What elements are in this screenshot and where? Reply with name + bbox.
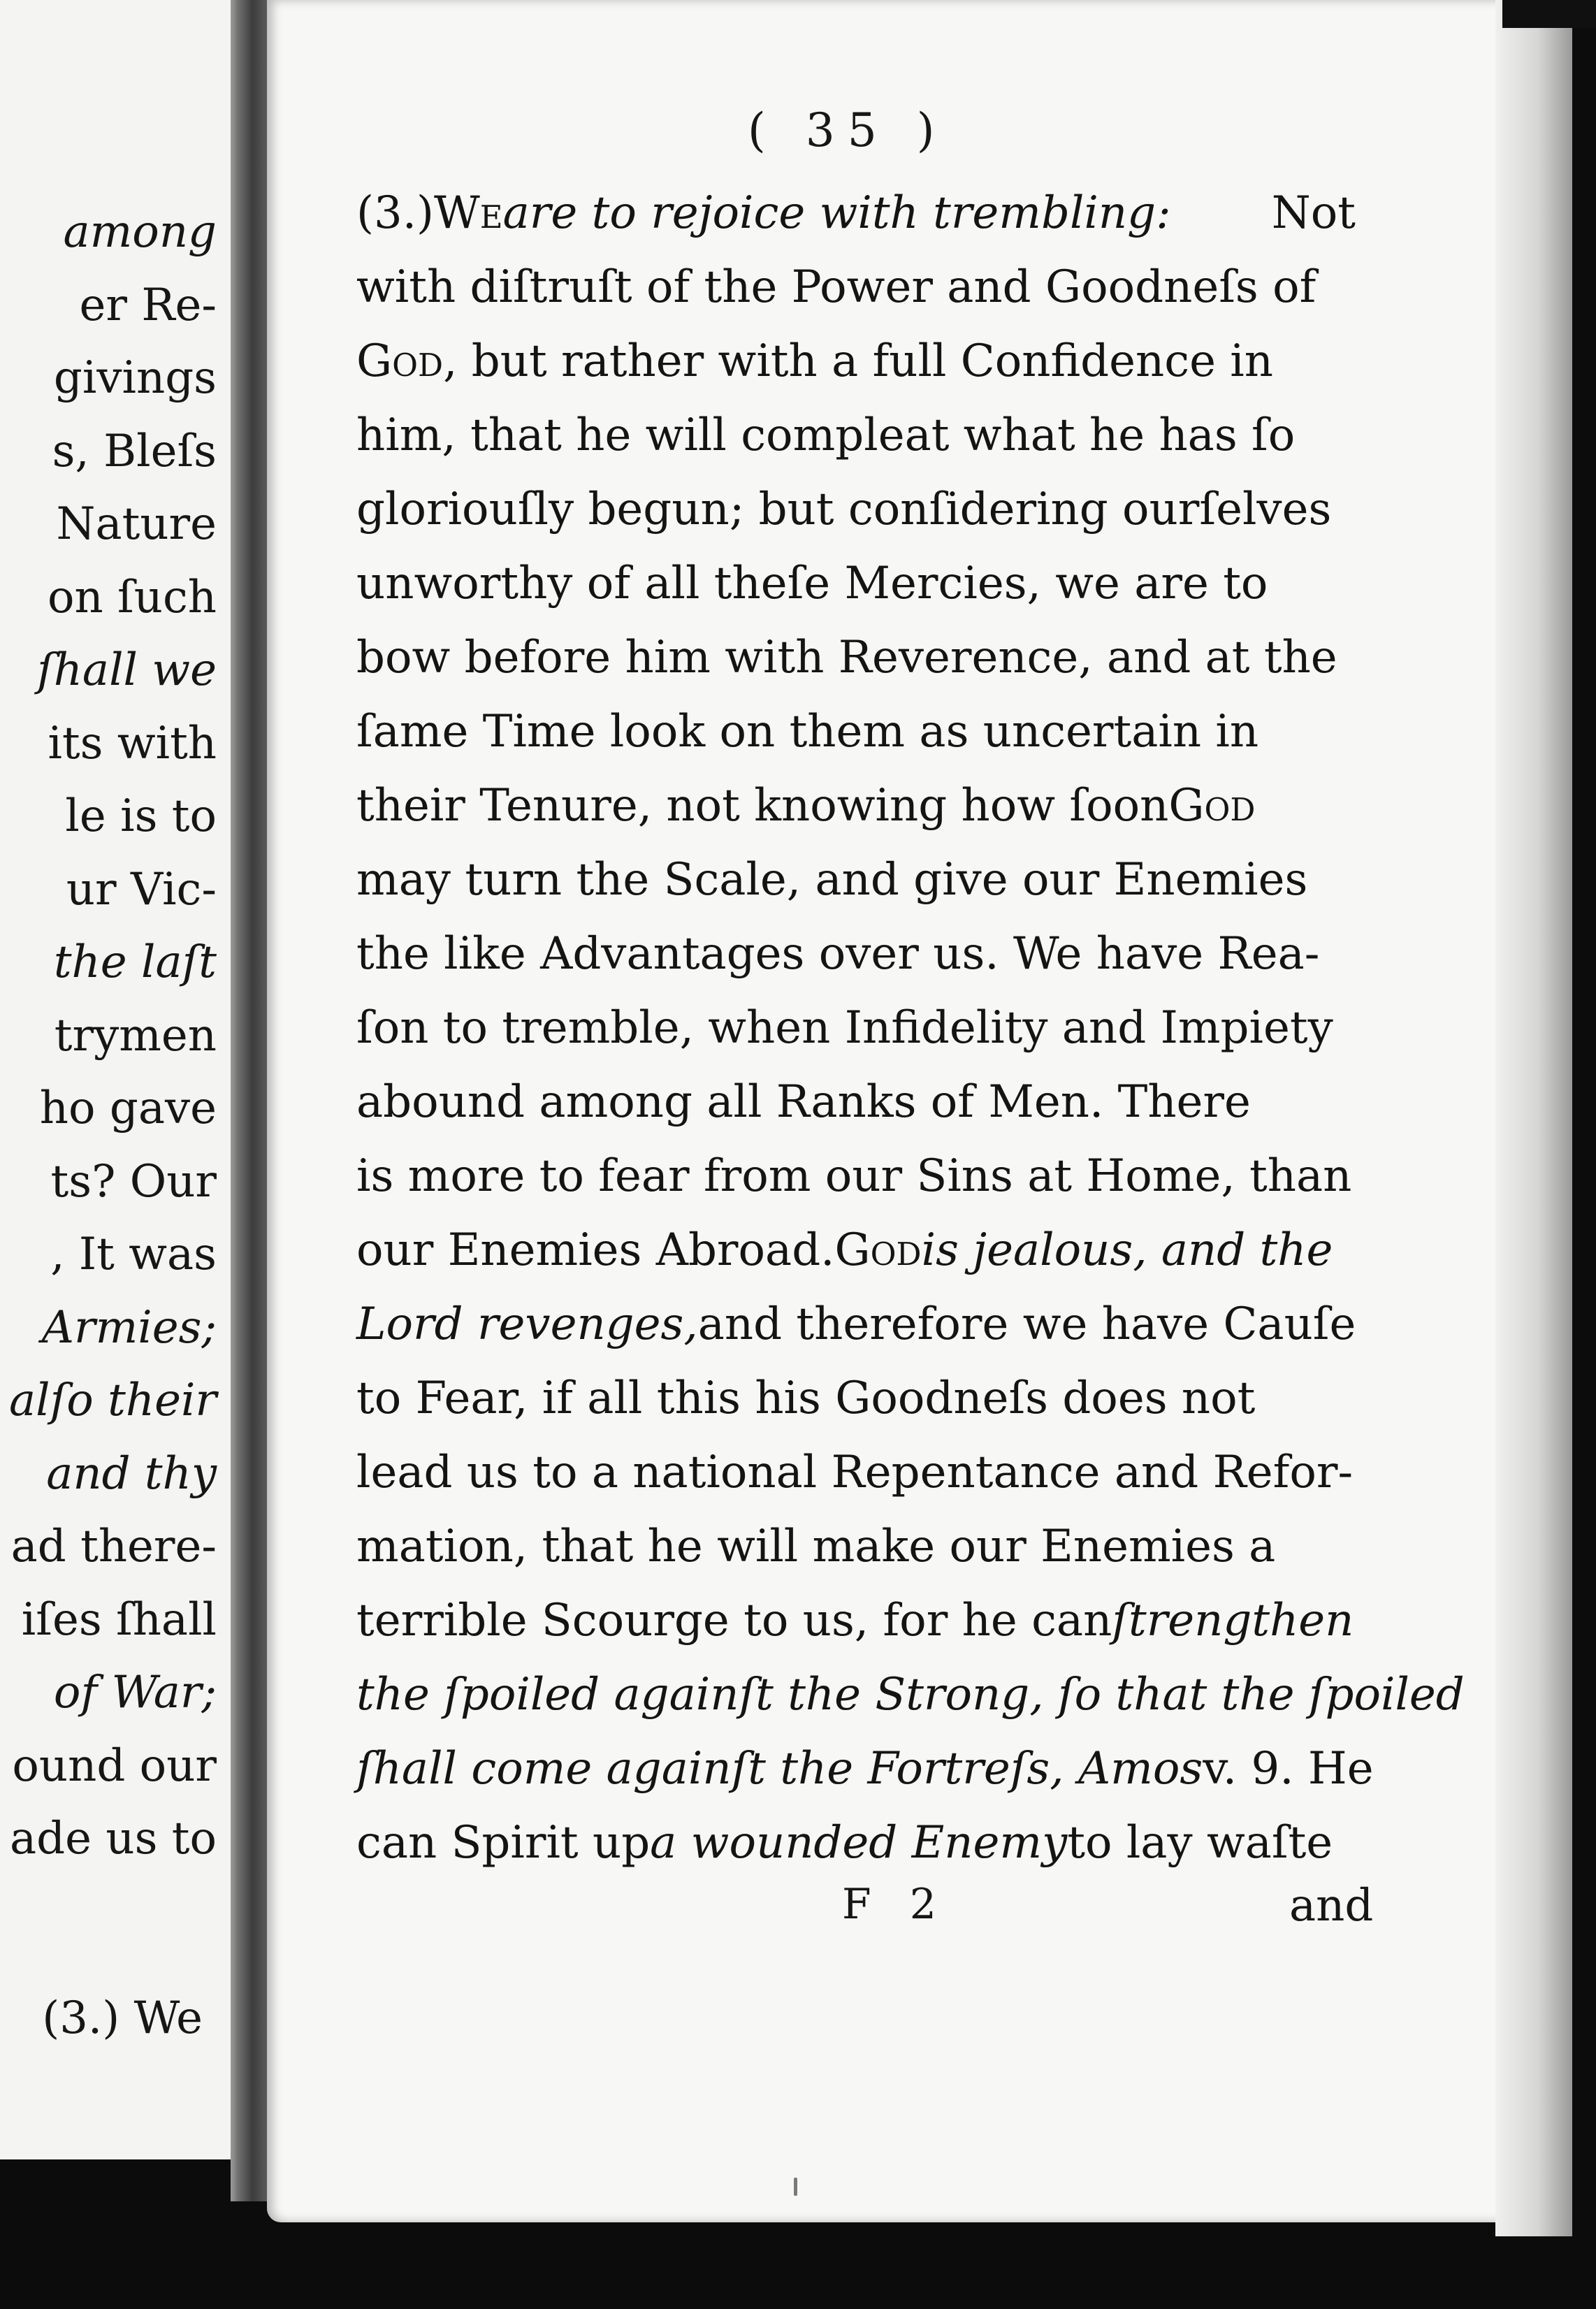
left-page-line: and thy — [46, 1448, 217, 1500]
left-page-line: ound our — [12, 1740, 217, 1792]
left-page-line: ts? Our — [50, 1156, 217, 1208]
text-line: the like Advantages over us. We have Rea- — [356, 928, 1320, 980]
left-page-line: ur Vic- — [66, 864, 217, 915]
text-line: is more to fear from our Sins at Home, than — [356, 1150, 1352, 1202]
text-line: ſame Time look on them as uncertain in — [356, 706, 1259, 758]
text-line: bow before him with Reverence, and at the — [356, 632, 1337, 683]
left-page-line: s, Bleſs — [52, 426, 217, 477]
left-page-line: alſo their — [8, 1375, 217, 1426]
paper-mark — [794, 2178, 797, 2196]
left-page-line: ad there- — [10, 1521, 217, 1572]
text-line: abound among all Ranks of Men. There — [356, 1076, 1251, 1128]
left-page-line: Armies; — [41, 1302, 217, 1354]
left-page-line: of War; — [53, 1667, 217, 1718]
text-line: our Enemies Abroad.Godis jealous, and the — [356, 1224, 1333, 1276]
text-line: Lord revenges,and therefore we have Cauſe — [356, 1298, 1356, 1350]
left-page-line: le is to — [65, 790, 217, 842]
left-page-line: givings — [53, 352, 217, 404]
background-corner — [1502, 0, 1596, 28]
text-line: can Spirit upa wounded Enemyto lay waſte — [356, 1817, 1333, 1869]
catchword: and — [1289, 1880, 1374, 1932]
text-line: (3.)Weare to rejoice with trembling: Not — [356, 187, 1356, 239]
left-page-line: iſes ſhall — [21, 1594, 217, 1646]
text-line: may turn the Scale, and give our Enemies — [356, 854, 1308, 906]
text-line: mation, that he will make our Enemies a — [356, 1521, 1276, 1572]
body-text — [356, 176, 1465, 1880]
left-page-line: ſhall we — [37, 644, 217, 696]
text-line: gloriouſly begun; but conſidering ourſelves — [356, 484, 1332, 535]
left-page-line: er Re- — [79, 280, 217, 331]
left-page-line: trymen — [54, 1010, 217, 1062]
text-line: unworthy of all theſe Mercies, we are to — [356, 558, 1268, 609]
left-page-line: ho gave — [39, 1083, 217, 1134]
text-line: their Tenure, not knowing how ſoonGod — [356, 780, 1256, 832]
text-line: him, that he will compleat what he has ſo — [356, 410, 1296, 461]
left-page-line: Nature — [56, 498, 217, 550]
text-line: to Fear, if all this his Goodneſs does not — [356, 1373, 1256, 1424]
text-line: ſhall come againſt the Fortreſs, Amosv. 9. He — [356, 1743, 1374, 1795]
signature-mark: F 2 — [842, 1880, 949, 1929]
page-number: ( 35 ) — [748, 103, 948, 157]
left-page-line: on ſuch — [47, 572, 217, 623]
left-page-line: its with — [48, 718, 217, 769]
left-page-line: the laſt — [53, 936, 217, 988]
left-page-line: among — [63, 206, 217, 258]
text-line: lead us to a national Repentance and Refor- — [356, 1447, 1354, 1498]
left-page-line: , It was — [50, 1229, 217, 1280]
left-page-line: ade us to — [10, 1813, 217, 1865]
text-line: terrible Scourge to us, for he canſtrengthen — [356, 1595, 1354, 1646]
text-line: ſon to tremble, when Infidelity and Impiety — [356, 1002, 1333, 1054]
text-line: the ſpoiled againſt the Strong, ſo that the ſpoiled — [356, 1669, 1465, 1721]
left-page-catchword: (3.) We — [42, 1992, 203, 2044]
text-line: God, but rather with a full Confidence in — [356, 335, 1273, 387]
text-line: with diſtruſt of the Power and Goodneſs of — [356, 261, 1316, 313]
right-page-edge — [1495, 0, 1572, 2236]
